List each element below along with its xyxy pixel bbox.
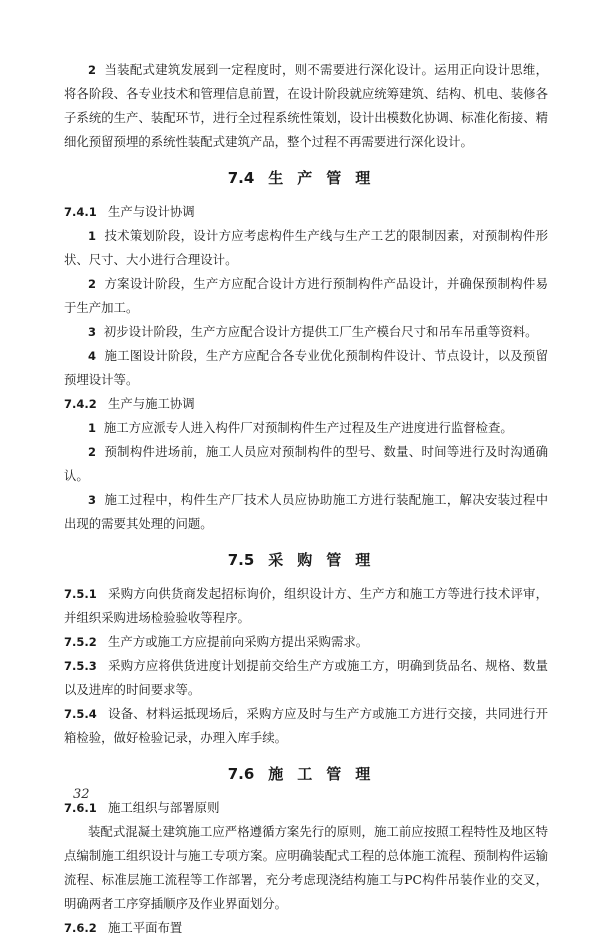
clause: 7.5.4 设备、材料运抵现场后，采购方应及时与生产方或施工方进行交接，共同进行开箱检验，做好检验记录，办理入库手续。 xyxy=(64,706,548,745)
intro-item xyxy=(64,58,548,154)
clause-heading: 7.4.2 生产与施工协调 xyxy=(64,396,195,411)
section-heading-7-6: 7.6 施工管理 xyxy=(227,765,385,783)
clause-heading: 7.6.2 施工平面布置 xyxy=(64,920,183,935)
page-number: 32 xyxy=(73,787,90,802)
item-text: 当装配式建筑发展到一定程度时，则不需要进行深化设计。运用正向设计思维，将各阶段、各专业技术和管理信息前置，在设计阶段就应统筹建筑、结构、机电、装修各子系统的生产、装配环节，进行全过程系统性策划，设计出模数化协调、标准化衔接、精细化预留预埋的系统性装配式建筑产品，整个过程不再需要进行深化设计。 xyxy=(64,62,548,149)
clause: 7.5.2 生产方或施工方应提前向采购方提出采购需求。 xyxy=(64,634,369,649)
item-number: 2 xyxy=(88,63,97,77)
section-heading-7-5: 7.5 采购管理 xyxy=(227,551,385,569)
list-item: 1 施工方应派专人进入构件厂对预制构件生产过程及生产进度进行监督检查。 xyxy=(88,420,513,435)
clause-heading: 7.4.1 生产与设计协调 xyxy=(64,204,195,219)
list-item: 4 施工图设计阶段，生产方应配合各专业优化预制构件设计、节点设计，以及预留预埋设计等。 xyxy=(64,348,548,387)
clause: 7.5.1 采购方向供货商发起招标询价，组织设计方、生产方和施工方等进行技术评审，并组织采购进场检验验收等程序。 xyxy=(64,586,548,625)
clause-heading: 7.6.1 施工组织与部署原则 xyxy=(64,800,220,815)
list-item: 3 初步设计阶段，生产方应配合设计方提供工厂生产模台尺寸和吊车吊重等资料。 xyxy=(88,324,538,339)
list-item: 1 技术策划阶段，设计方应考虑构件生产线与生产工艺的限制因素，对预制构件形状、尺寸、大小进行合理设计。 xyxy=(64,228,548,267)
list-item: 2 预制构件进场前，施工人员应对预制构件的型号、数量、时间等进行及时沟通确认。 xyxy=(64,444,548,483)
list-item: 2 方案设计阶段，生产方应配合设计方进行预制构件产品设计，并确保预制构件易于生产加工。 xyxy=(64,276,548,315)
section-heading-7-4: 7.4 生产管理 xyxy=(227,169,385,187)
clause: 7.5.3 采购方应将供货进度计划提前交给生产方或施工方，明确到货品名、规格、数量以及进库的时间要求等。 xyxy=(64,658,548,697)
clause-body: 装配式混凝土建筑施工应严格遵循方案先行的原则，施工前应按照工程特性及地区特点编制施工组织设计与施工专项方案。应明确装配式工程的总体施工流程、预制构件运输流程、标准层施工流程等工作部署，充分考虑现浇结构施工与PC构件吊装作业的交叉，明确两者工序穿插顺序及作业界面划分。 xyxy=(64,824,548,911)
page-content xyxy=(64,58,548,940)
list-item: 3 施工过程中，构件生产厂技术人员应协助施工方进行装配施工，解决安装过程中出现的需要其处理的问题。 xyxy=(64,492,548,531)
